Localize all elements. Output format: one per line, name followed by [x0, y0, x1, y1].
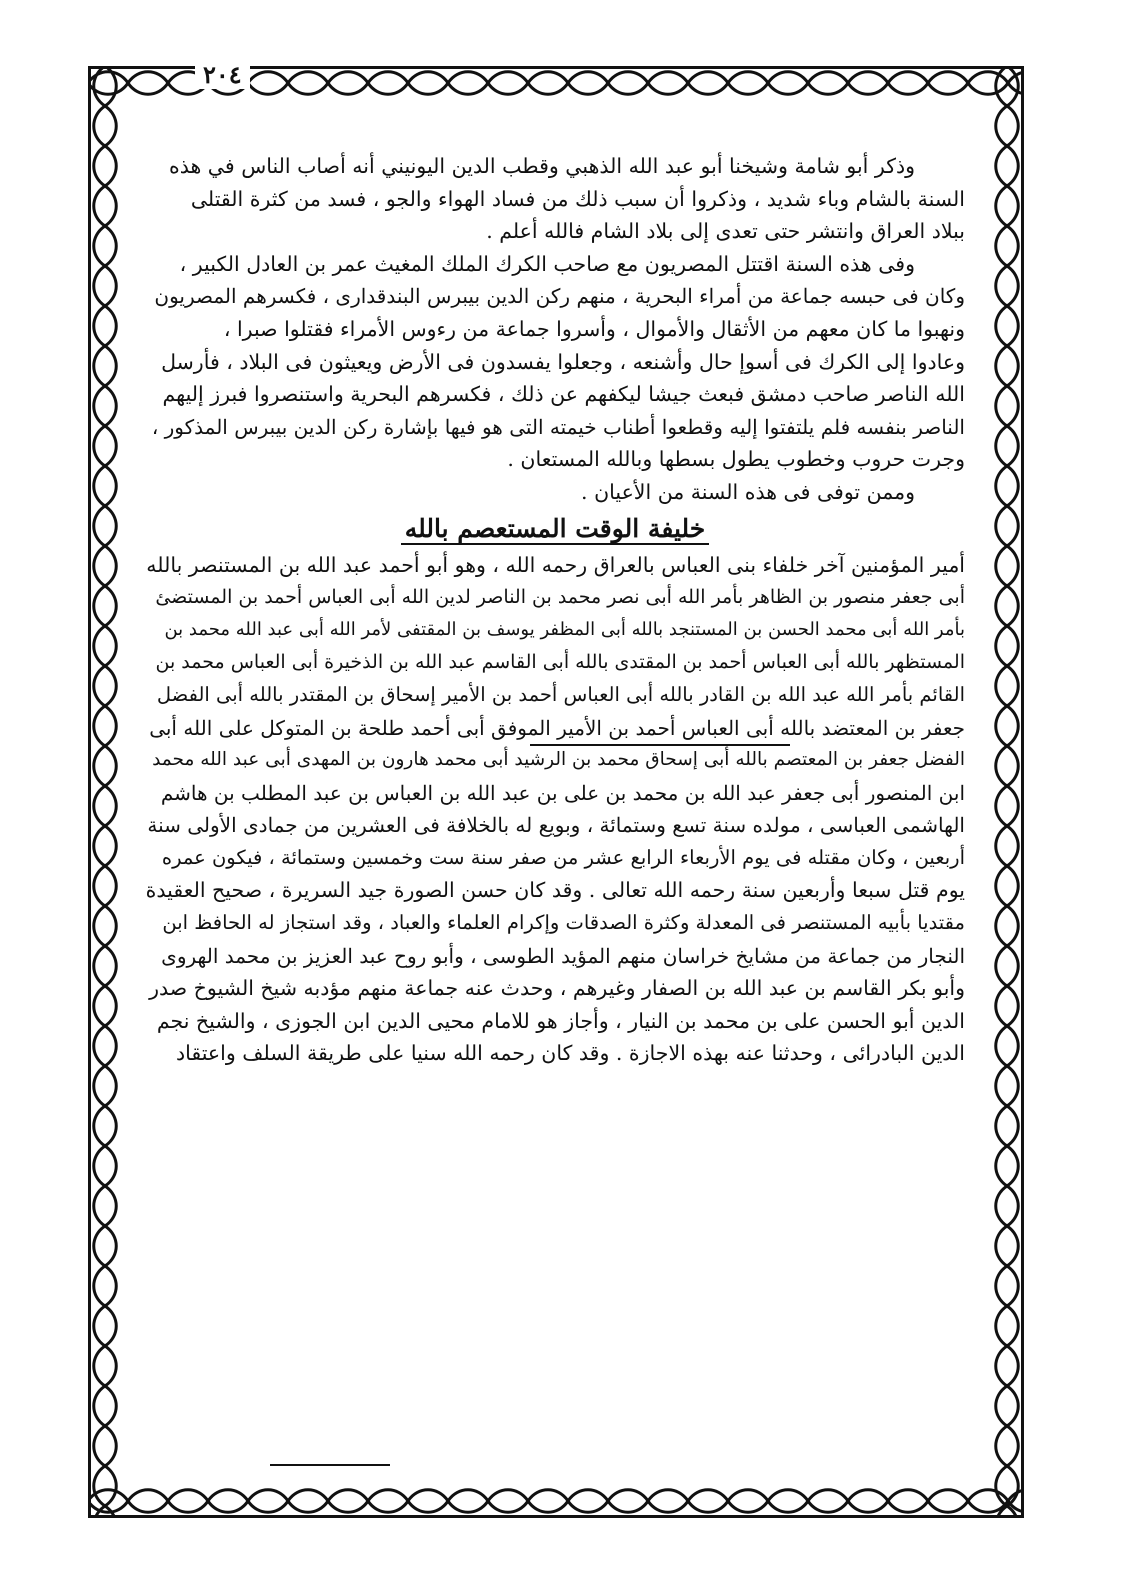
text-line: بأمر الله أبى محمد الحسن بن المستنجد بالله أبى المظفر يوسف بن المقتفى لأمر الله أبى عبد الله محمد بن — [164, 618, 965, 640]
chain-border-bottom — [88, 1484, 1024, 1518]
text-line: أبى جعفر منصور بن الظاهر بأمر الله أبى نصر محمد بن الناصر لدين الله أبى العباس أحمد بن المستضئ — [155, 586, 965, 609]
text-line: جعفر بن المعتضد بالله أبى العباس أحمد بن الأمير الموفق أبى أحمد طلحة بن المتوكل على الله أبى — [149, 715, 965, 740]
text-line: أمير المؤمنين آخر خلفاء بنى العباس بالعراق رحمه الله ، وهو أبو أحمد عبد الله بن المستنصر بالله — [146, 552, 965, 577]
text-line: وذكر أبو شامة وشيخنا أبو عبد الله الذهبي وقطب الدين اليونيني أنه أصاب الناس في هذه — [168, 154, 915, 178]
text-line: السنة بالشام وباء شديد ، وذكروا أن سبب ذلك من فساد الهواء والجو ، فسد من كثرة القتلى — [190, 186, 965, 211]
text-line: الهاشمى العباسى ، مولده سنة تسع وستمائة ، وبويع له بالخلافة فى العشرين من جمادى الأولى سنة — [147, 813, 965, 838]
text-line: وكان فى حبسه جماعة من أمراء البحرية ، منهم ركن الدين بيبرس البندقدارى ، فكسرهم المصريون — [154, 284, 965, 309]
text-line: أربعين ، وكان مقتله فى يوم الأربعاء الرابع عشر من صفر سنة ست وخمسين وستمائة ، فيكون عمره — [161, 845, 965, 869]
text-line: وفى هذه السنة اقتتل المصريون مع صاحب الكرك الملك المغيث عمر بن العادل الكبير ، — [179, 251, 915, 276]
text-line: القائم بأمر الله عبد الله بن القادر بالله أبى العباس أحمد بن الأمير إسحاق بن المقتدر بالله أبى الفضل — [156, 682, 965, 706]
text-line: يوم قتل سبعا وأربعين سنة رحمه الله تعالى . وقد كان حسن الصورة جيد السريرة ، صحيح العقيدة — [145, 878, 965, 903]
text-line: الدين البادرائى ، وحدثنا عنه بهذه الاجازة . وقد كان رحمه الله سنيا على طريقة السلف واعتقاد — [175, 1041, 965, 1066]
underline-mark — [270, 1464, 390, 1466]
text-line: الفضل جعفر بن المعتصم بالله أبى إسحاق محمد بن الرشيد أبى محمد هارون بن المهدى أبى عبد الله محمد — [152, 749, 965, 771]
text-line: وأبو بكر القاسم بن عبد الله بن الصفار وغيرهم ، وحدث عنه جماعة منهم مؤدبه شيخ الشيوخ صدر — [149, 976, 965, 1001]
text-line: وجرت حروب وخطوب يطول بسطها وبالله المستعان . — [507, 447, 965, 472]
underline-mark — [530, 744, 790, 746]
text-line: الناصر بنفسه فلم يلتفتوا إليه وقطعوا أطناب خيمته التى هو فيها بإشارة ركن الدين بيبرس المذكور ، — [151, 414, 965, 439]
page-number: ٢٠٤ — [195, 60, 250, 89]
chain-border-left — [88, 66, 122, 1518]
text-line: الدين أبو الحسن على بن محمد بن النيار ، وأجاز هو للامام محيى الدين ابن الجوزى ، والشيخ نجم — [156, 1008, 965, 1033]
text-line: المستظهر بالله أبى العباس أحمد بن المقتدى بالله أبى القاسم عبد الله بن الذخيرة أبى العباس محمد بن — [155, 651, 965, 674]
section-heading-text: خليفة الوقت المستعصم بالله — [401, 514, 710, 545]
text-line: ونهبوا ما كان معهم من الأثقال والأموال ، وأسروا جماعة من رءوس الأمراء فقتلوا صبرا ، — [223, 316, 965, 341]
section-heading — [145, 509, 965, 549]
text-line: النجار من جماعة من مشايخ خراسان منهم المؤيد الطوسى ، وأبو روح عبد العزيز بن محمد الهروى — [161, 943, 965, 968]
text-line: مقتديا بأبيه المستنصر فى المعدلة وكثرة الصدقات وإكرام العلماء والعباد ، وقد استجاز له الحافظ ابن — [162, 911, 965, 935]
text-line: وعادوا إلى الكرك فى أسوإ حال وأشنعه ، وجعلوا يفسدون فى الأرض ويعيثون فى البلاد ، فأرسل — [161, 349, 965, 374]
text-line: ببلاد العراق وانتشر حتى تعدى إلى بلاد الشام فالله أعلم . — [486, 219, 965, 244]
text-line: ابن المنصور أبى جعفر عبد الله بن محمد بن على بن عبد الله بن العباس بن عبد المطلب بن هاشم — [160, 780, 965, 805]
chain-border-right — [990, 66, 1024, 1518]
text-line: وممن توفى فى هذه السنة من الأعيان . — [581, 479, 915, 504]
text-line: الله الناصر صاحب دمشق فبعث جيشا ليكفهم عن ذلك ، فكسرهم البحرية واستنصروا فبرز إليهم — [162, 382, 965, 407]
page-body — [145, 150, 965, 1070]
